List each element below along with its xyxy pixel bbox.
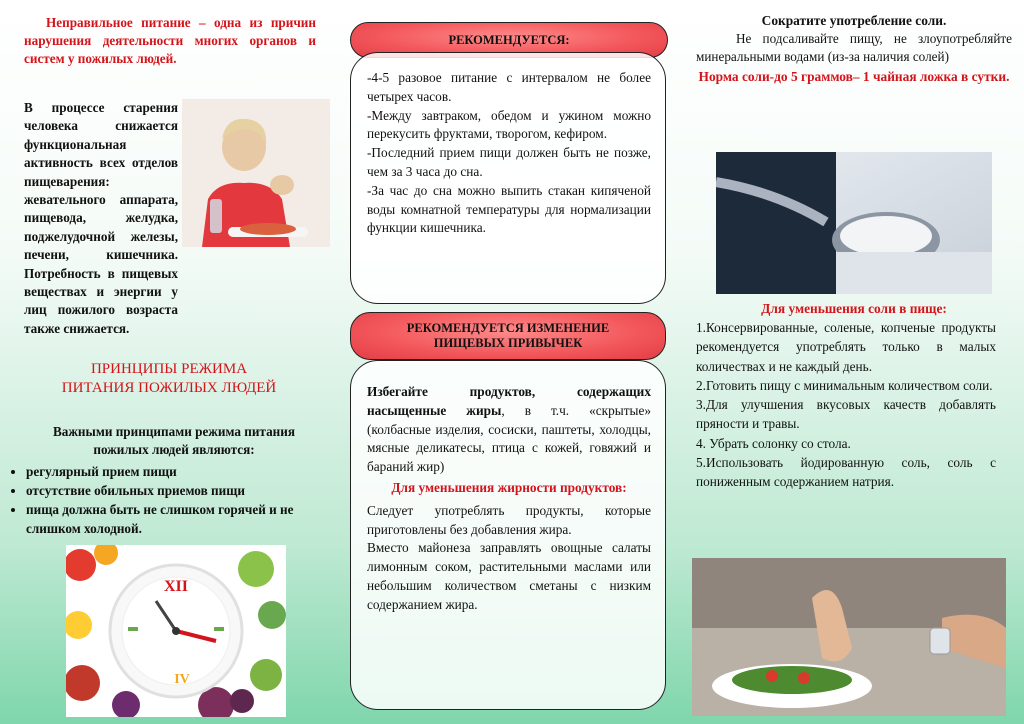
habits-header: РЕКОМЕНДУЕТСЯ ИЗМЕНЕНИЕ ПИЩЕВЫХ ПРИВЫЧЕК (350, 312, 666, 360)
principles-title-line1: ПРИНЦИПЫ РЕЖИМА (90, 361, 248, 377)
recommended-box (350, 52, 666, 304)
reduce-salt-list (696, 318, 996, 492)
salt-text: Не подсаливайте пищу, не злоупотребляйте минеральными водами (из-за наличия солей) (696, 31, 1012, 64)
left-column (0, 0, 340, 724)
reduce-salt-item: 3.Для улучшения вкусовых качеств добавлять пряности и травы. (696, 397, 996, 432)
principle-item: • отсутствие обильных приемов пищи (26, 481, 344, 500)
recommended-item: -Последний прием пищи должен быть не позже, чем за 3 часа до сна. (367, 145, 651, 179)
principles-title-line2: ПИТАНИЯ ПОЖИЛЫХ ЛЮДЕЙ (61, 380, 277, 396)
reduce-salt-title: Для уменьшения соли в пище: (761, 301, 947, 316)
salt-norm: Норма соли-до 5 граммов– 1 чайная ложка в сутки. (698, 69, 1010, 84)
recommended-item: -Между завтраком, обедом и ужином можно перекусить фруктами, творогом, кефиром. (367, 107, 651, 142)
avoid-fats-text: , в т.ч. «скрытые» (колбасные изделия, сосиски, паштеты, холодцы, мясные деликатесы, птица с кожей, говяжий и бараний жир) (367, 402, 651, 475)
reduce-salt-item: 4. Убрать солонку со стола. (696, 435, 851, 451)
fat-tip-1: Следует употреблять продукты, которые приготовлены без добавления жира. (367, 502, 651, 537)
recommended-item: -За час до сна можно выпить стакан кипяченой воды комнатной температуры для нормализации функции кишечника. (367, 182, 651, 236)
elderly-woman-photo (182, 99, 330, 247)
intro-warning: Неправильное питание – одна из причин нарушения деятельности многих органов и систем у пожилых людей. (24, 15, 316, 66)
principle-item: • регулярный прием пищи (26, 462, 344, 481)
clock-numeral-top: XII (163, 578, 189, 595)
clock-numeral-bottom: IV (174, 672, 190, 687)
salt-refusal-photo (692, 558, 1006, 716)
salt-title: Сократите употребление соли. (761, 13, 947, 28)
fat-reduction-title: Для уменьшения жирности продуктов: (391, 479, 627, 495)
principles-lead: Важными принципами режима питания пожилых людей являются: (52, 424, 295, 457)
reduce-salt-item: 2.Готовить пищу с минимальным количеством соли. (696, 377, 993, 393)
avoid-fats-bold: Избегайте продуктов, содержащих насыщенные жиры (367, 384, 651, 418)
middle-column (342, 0, 682, 724)
recommended-header: РЕКОМЕНДУЕТСЯ: (350, 22, 668, 58)
salt-spoon-photo (716, 152, 992, 294)
recommended-item: -4-5 разовое питание с интервалом не более четырех часов. (367, 70, 651, 104)
principle-item: • пища должна быть не слишком горячей и не слишком холодной. (26, 500, 344, 538)
principles-list (6, 462, 344, 538)
reduce-salt-item: 1.Консервированные, соленые, копченые продукты рекомендуется употреблять только в малых количествах и не каждый день. (696, 320, 996, 374)
right-column (684, 0, 1024, 724)
intro-text: В процессе старения человека снижается функциональная активность всех отделов пищеварения: жевательного аппарата, пищевода, желудка, поджелудочной железы, печени, кишечника. Потребность в пищевых веществах и энергии у лиц пожилого возраста также снижается. (24, 100, 178, 336)
habits-box (350, 360, 666, 710)
reduce-salt-item: 5.Использовать йодированную соль, соль с пониженным содержанием натрия. (696, 455, 996, 490)
food-clock-photo (66, 545, 286, 717)
fat-tip-2: Вместо майонеза заправлять овощные салаты лимонным соком, растительными маслами или небольшим количеством сметаны с низким содержанием жира. (367, 540, 651, 612)
